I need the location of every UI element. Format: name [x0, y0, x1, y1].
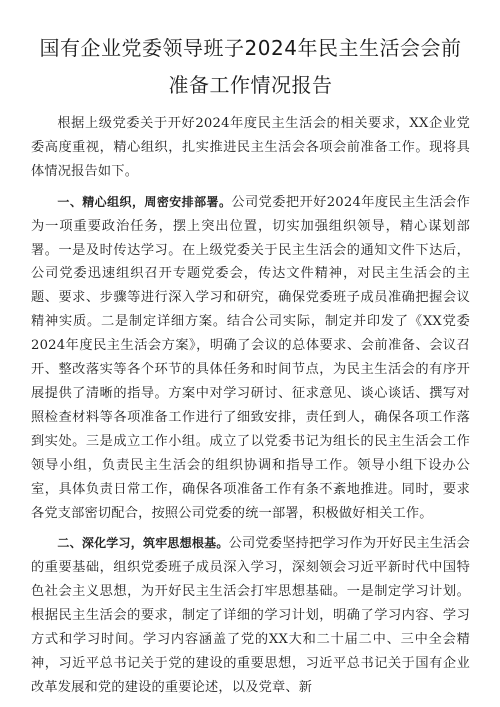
section-2-paragraph: [31, 532, 470, 699]
section-2-body: 公司党委坚持把学习作为开好民主生活会的重要基础，组织党委班子成员深入学习，深刻领会习近平新时代中国特色社会主义思想，为开好民主生活会打牢思想基础。一是制定学习计划。根据民主生活会的要求，制定了详细的学习计划，明确了学习内容、学习方式和学习时间。学习内容涵盖了党的XX大和二十届二中、三中全会精神，习近平总书记关于党的建设的重要思想，习近平总书记关于国有企业改革发展和党的建设的重要论述，以及党章、新: [31, 536, 470, 695]
intro-paragraph: 根据上级党委关于开好2024年度民主生活会的相关要求，XX企业党委高度重视，精心组织，扎实推进民主生活会各项会前准备工作。现将具体情况报告如下。: [31, 116, 470, 179]
section-1-body: 公司党委把开好2024年度民主生活会作为一项重要政治任务，摆上突出位置，切实加强组织领导，精心谋划部署。一是及时传达学习。在上级党委关于民主生活会的通知文件下达后，公司党委迅速组织召开专题党委会，传达文件精神，对民主生活会的主题、要求、步骤等进行深入学习和研究，确保党委班子成员准确把握会议精神实质。二是制定详细方案。结合公司实际，制定并印发了《XX党委2024年度民主生活会方案》，明确了会议的总体要求、会前准备、会议召开、整改落实等各个环节的具体任务和时间节点，为民主生活会的有序开展提供了清晰的指导。方案中对学习研讨、征求意见、谈心谈话、撰写对照检查材料等各项准备工作进行了细致安排，责任到人，确保各项工作落到实处。三是成立工作小组。成立了以党委书记为组长的民主生活会工作领导小组，负责民主生活会的组织协调和指导工作。领导小组下设办公室，具体负责日常工作，确保各项准备工作有条不紊地推进。同时，要求各党支部密切配合，按照公司党委的统一部署，积极做好相关工作。: [31, 194, 470, 521]
section-1-heading: 一、精心组织，周密安排部署。: [57, 194, 232, 209]
section-1-paragraph: [31, 191, 470, 526]
document-title: 国有企业党委领导班子2024年民主生活会会前准备工作情况报告: [39, 36, 462, 97]
section-2-heading: 二、深化学习，筑牢思想根基。: [57, 536, 229, 551]
